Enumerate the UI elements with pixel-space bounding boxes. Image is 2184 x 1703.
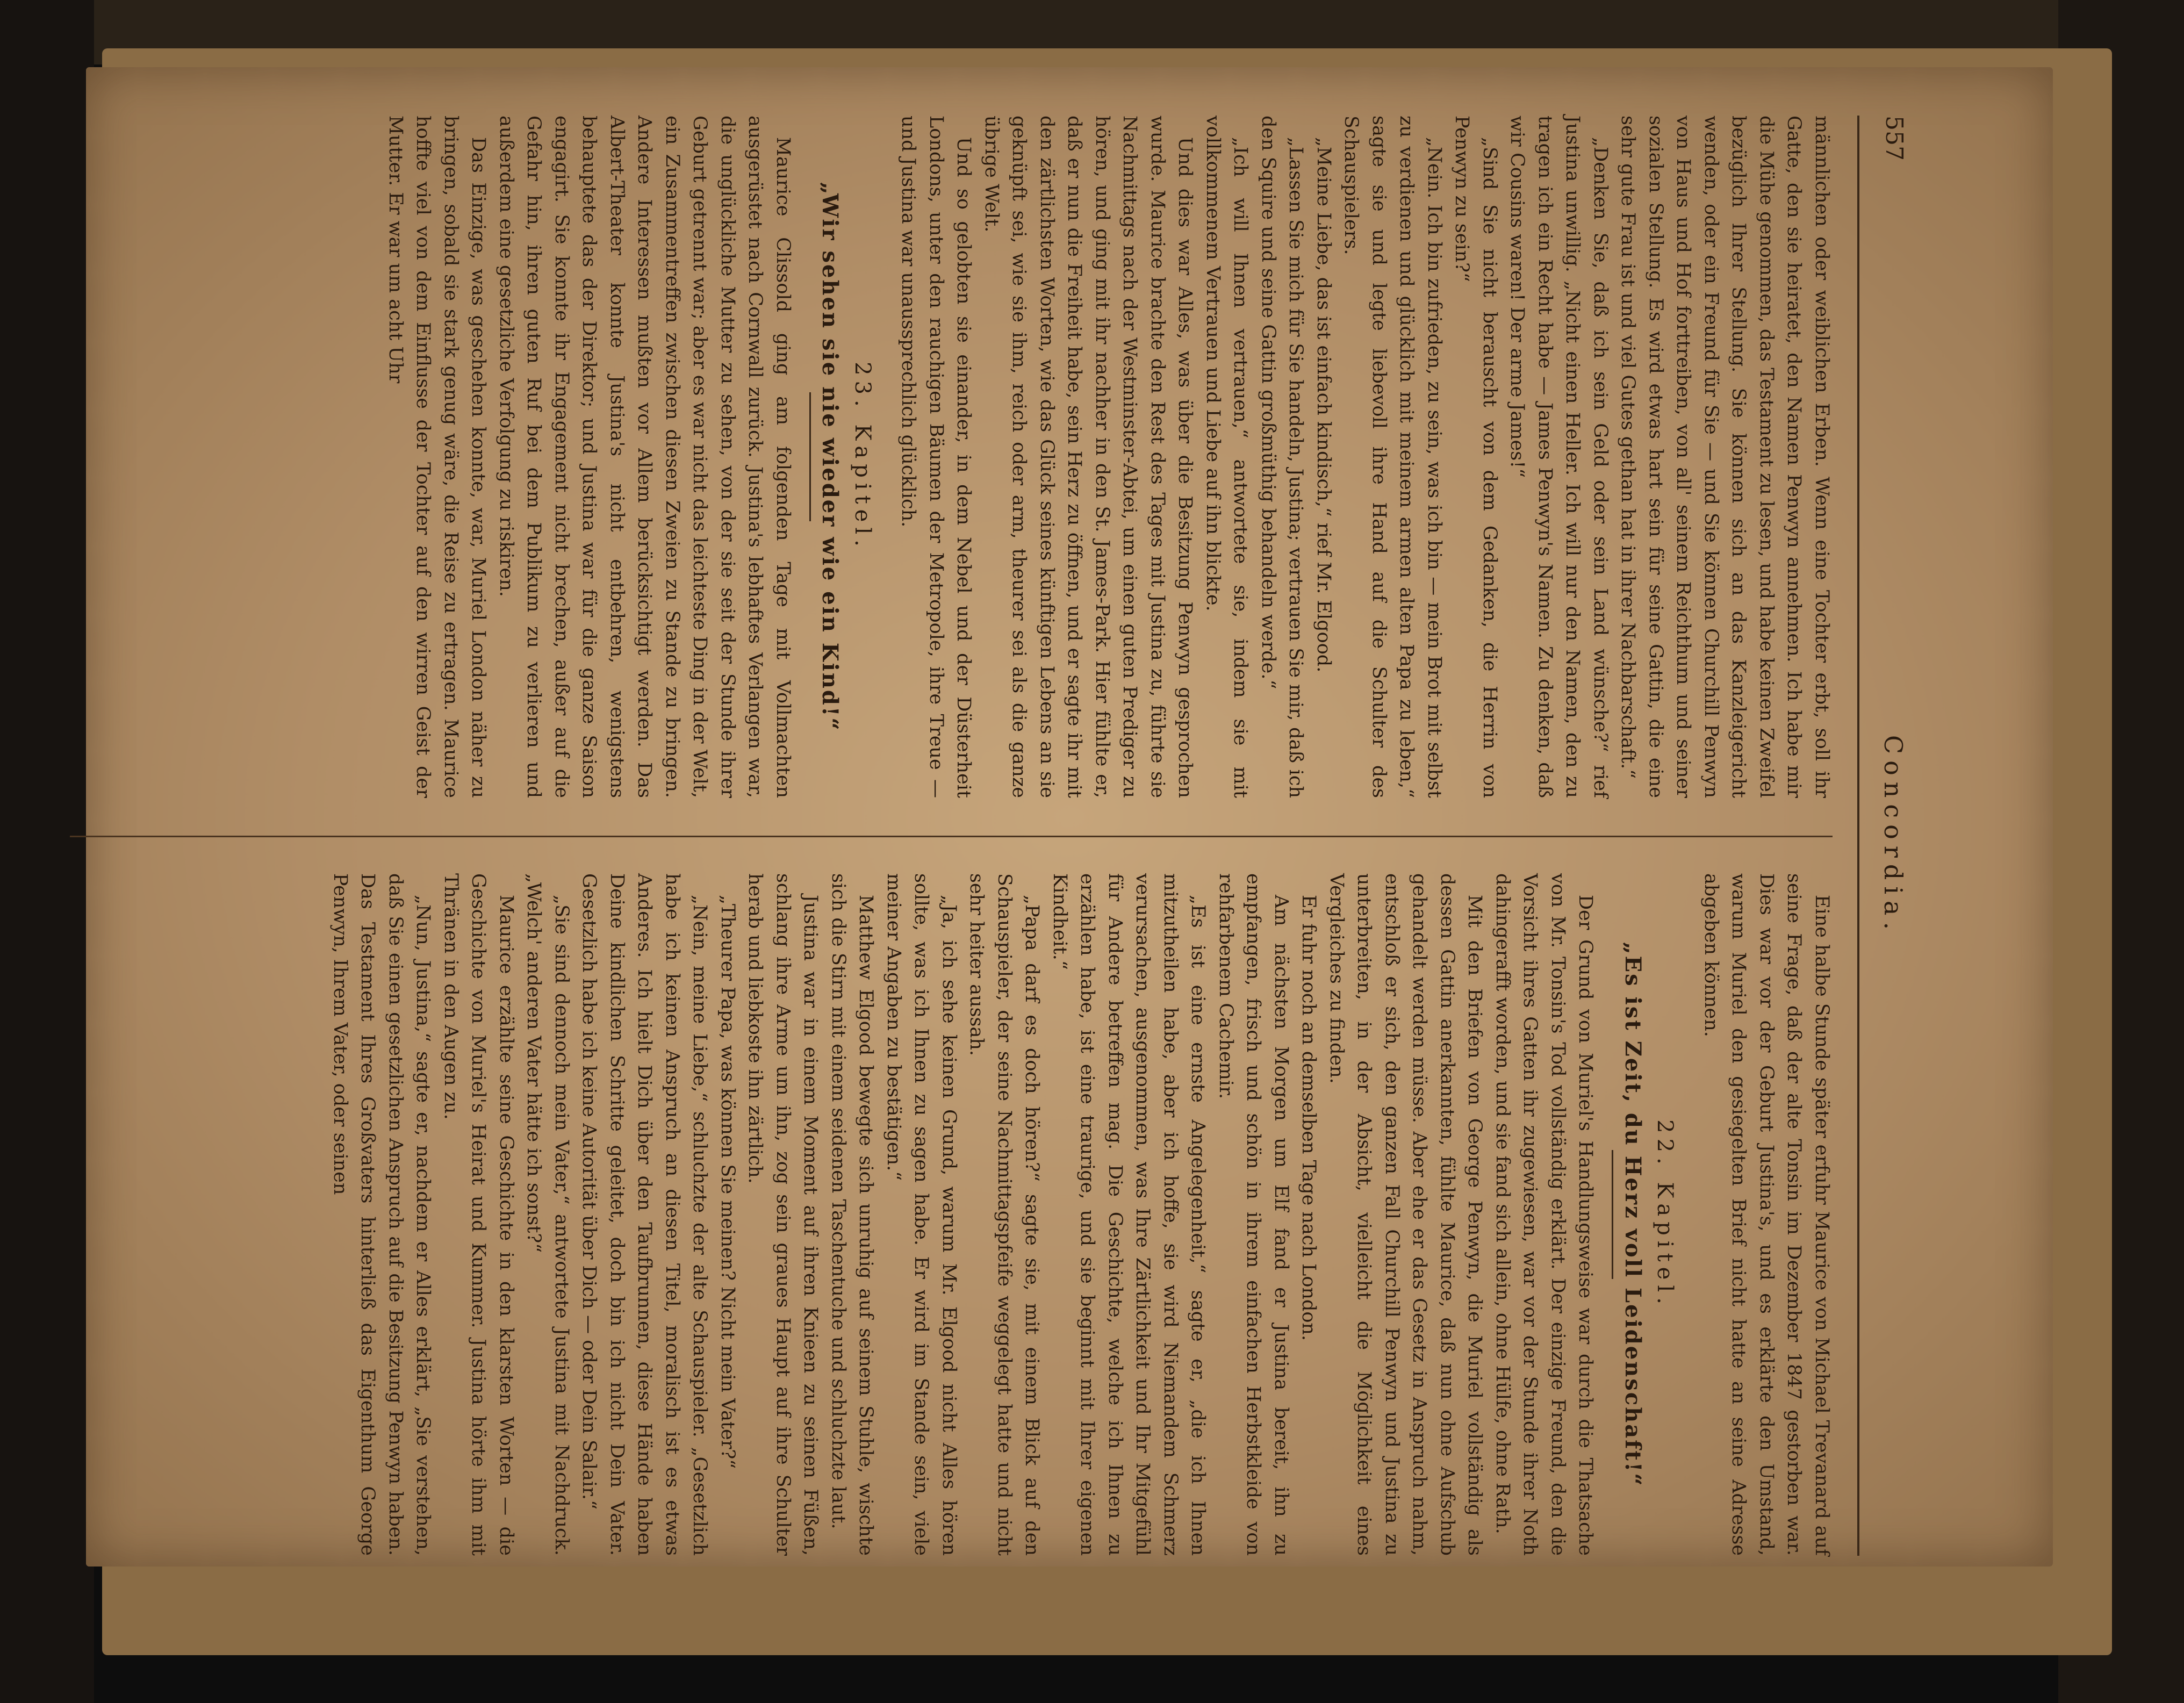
header-rule bbox=[1857, 116, 1859, 1556]
chapter-title: „Wir sehen sie nie wieder wie ein Kind!“ bbox=[817, 182, 843, 732]
paragraph: „Ja, ich sehe keinen Grund, warum Mr. Elgood nicht Alles hören sollte, was ich Ihnen zu sagen habe. Er wird im Stande sein, viele meiner Angaben zu bestätigen.“ bbox=[883, 873, 960, 1556]
paragraph: „Denken Sie, daß ich sein Geld oder sein Land wünsche?“ rief Justina unwillig. „Nicht einen Heller. Ich will nur den Namen, den zu tragen ich ein Recht habe — James Penwyn's Namen. Zu denken, daß wir Cousins waren! Der arme James!“ bbox=[1506, 116, 1611, 798]
column-right bbox=[382, 116, 1836, 798]
paragraph: „Sind Sie nicht berauscht von dem Gedanken, die Herrin von Penwyn zu sein?“ bbox=[1451, 116, 1500, 798]
paragraph: Mit den Briefen von George Penwyn, die Muriel vollständig als dessen Gattin anerkannten, fühlte Maurice, daß nun ohne Aufschub gehandelt werden müsse. Aber ehe er das Gesetz in Anspruch nahm, entschloß er sich, den ganzen Fall Churchill Penwyn und Justina zu unterbreiten, in der Absicht, vielleicht die Möglichkeit eines Vergleiches zu finden. bbox=[1326, 873, 1486, 1556]
paragraph: Und dies war Alles, was über die Besitzung Penwyn gesprochen wurde. Maurice brachte den Rest des Tages mit Justina zu, führte sie Nachmittags nach der Westminster-Abtei, um einen guten Prediger zu hören, und ging mit ihr nachher in den St. James-Park. Hier fühlte er, daß er nun die Freiheit habe, sein Herz zu öffnen, und er sagte ihr mit den zärtlichsten Worten, wie das Glück seines künftigen Lebens an sie geknüpft sei, wie sie ihm, reich oder arm, theurer sei als die ganze übrige Welt. bbox=[981, 116, 1196, 798]
paragraph: „Lassen Sie mich für Sie handeln, Justina; vertrauen Sie mir, daß ich den Squire und seine Gattin großmüthig behandeln werde.“ bbox=[1258, 116, 1307, 798]
paragraph: männlichen oder weiblichen Erben. Wenn eine Tochter erbt, soll ihr Gatte, den sie heiratet, den Namen Penwyn annehmen. Ich habe mir die Mühe genommen, das Testament zu lesen, und habe keinen Zweifel bezüglich Ihrer Stellung. Sie können sich an das Kanzleigericht wenden, oder ein Freund für Sie — und Sie können Churchill Penwyn von Haus und Hof forttreiben, von all' seinem Reichthum und seiner sozialen Stellung. Es wird etwas hart sein für seine Gattin, die eine sehr gute Frau ist und viel Gutes gethan hat in ihrer Nachbarschaft.“ bbox=[1617, 116, 1833, 798]
paragraph: Matthew Elgood bewegte sich unruhig auf seinem Stuhle, wischte sich die Stirn mit einem seidenen Taschentuche und schluchzte laut. bbox=[828, 873, 877, 1556]
paragraph: Der Grund von Muriel's Handlungsweise war durch die Thatsache von Mr. Tonsin's Tod vollständig erklärt. Der einzige Freund, den die Vorsicht ihres Gatten ihr zugewiesen, war vor der Stunde ihrer Noth dahingerafft worden, und sie fand sich allein, ohne Hülfe, ohne Rath. bbox=[1492, 873, 1597, 1556]
chapter-number: 23. Kapitel. bbox=[850, 362, 875, 552]
paragraph: „Nun, Justina,“ sagte er, nachdem er Alles erklärt, „Sie verstehen, daß Sie einen gesetzlichen Anspruch auf die Besitzung Penwyn haben. Das Testament Ihres Großvaters hinterließ das Eigenthum George Penwyn, Ihrem Vater, oder seinen bbox=[329, 873, 434, 1556]
running-head: Concordia. bbox=[1879, 735, 1908, 937]
paragraph: Am nächsten Morgen um Elf fand er Justina bereit, ihn zu empfangen, frisch und schön in ihrem einfachen Herbstkleide von rehfarbenem Cachemir. bbox=[1215, 873, 1292, 1556]
paragraph: „Theurer Papa, was können Sie meinen? Nicht mein Vater?“ bbox=[717, 895, 738, 1469]
paragraph: Und so gelobten sie einander, in dem Nebel und der Düsterheit Londons, unter den rauchigen Bäumen der Metropole, ihre Treue — und Justina war unaussprechlich glücklich. bbox=[897, 116, 975, 798]
chapter-rule bbox=[809, 392, 811, 521]
paragraph: Er fuhr noch an demselben Tage nach London. bbox=[1298, 895, 1320, 1341]
page-number: 557 bbox=[1880, 116, 1908, 161]
paragraph: „Papa darf es doch hören?“ sagte sie, mit einem Blick auf den Schauspieler, der seine Nachmittagspfeife weggelegt hatte und nicht sehr heiter aussah. bbox=[966, 873, 1043, 1556]
paragraph: „Sie sind dennoch mein Vater,“ antwortete Justina mit Nachdruck. „Welch' anderen Vater hätte ich sonst?“ bbox=[523, 873, 572, 1556]
column-divider bbox=[70, 836, 1833, 837]
paragraph: „Ich will Ihnen vertrauen,“ antwortete sie, indem sie mit vollkommenem Vertrauen und Liebe auf ihn blickte. bbox=[1202, 116, 1252, 798]
paragraph: „Nein. Ich bin zufrieden, zu sein, was ich bin — mein Brot mit selbst zu verdienen und glücklich mit meinem armen alten Papa zu leben,“ sagte sie und legte liebevoll ihre Hand auf die Schulter des Schauspielers. bbox=[1340, 116, 1445, 798]
chapter-title: „Es ist Zeit, du Herz voll Leidenschaft!“ bbox=[1620, 942, 1646, 1488]
paragraph: „Nein, meine Liebe,“ schluchzte der alte Schauspieler. „Gesetzlich habe ich keinen Anspruch an diesen Titel, moralisch ist es etwas Anderes. Ich hielt Dich über den Taufbrunnen, diese Hände haben Deine kindlichen Schritte geleitet, doch bin ich nicht Dein Vater. Gesetzlich habe ich keine Autorität über Dich — oder Dein Salair.“ bbox=[578, 873, 711, 1556]
paragraph: Justina war in einem Moment auf ihren Knieen zu seinen Füßen, schlang ihre Arme um ihn, zog sein graues Haupt auf ihre Schulter herab und liebkoste ihn zärtlich. bbox=[744, 873, 822, 1556]
paragraph: Maurice Clissold ging am folgenden Tage mit Vollmachten ausgerüstet nach Cornwall zurück. Justina's lebhaftes Verlangen war, die unglückliche Mutter zu sehen, von der sie seit der Stunde ihrer Geburt getrennt war; aber es war nicht das leichteste Ding in der Welt, ein Zusammentreffen zwischen diesen Zweien zu Stande zu bringen. Andere Interessen mußten vor Allem berücksichtigt werden. Das Albert-Theater konnte Justina's nicht entbehren, wenigstens behauptete das der Direktor; und Justina war für die ganze Saison engagirt. Sie konnte ihr Engagement nicht brechen, außer auf die Gefahr hin, ihren guten Ruf bei dem Publikum zu verlieren und außerdem eine gesetzliche Verfolgung zu riskiren. bbox=[495, 116, 794, 798]
chapter-rule bbox=[1612, 1150, 1614, 1279]
paragraph: Eine halbe Stunde später erfuhr Maurice von Michael Trevanard auf seine Frage, daß der alte Tonsin im Dezember 1847 gestorben war. Dies war vor der Geburt Justina's, und es erklärte den Umstand, warum Muriel den gesiegelten Brief nicht hatte an seine Adresse abgeben können. bbox=[1700, 873, 1833, 1556]
paragraph: „Meine Liebe, das ist einfach kindisch,“ rief Mr. Elgood. bbox=[1313, 137, 1334, 673]
paragraph: „Es ist eine ernste Angelegenheit,“ sagte er, „die ich Ihnen mitzutheilen habe, aber ich hoffe, sie wird Niemandem Schmerz verursachen, ausgenommen, was Ihre Zärtlichkeit und Ihr Mitgefühl für Andere betreffen mag. Die Geschichte, welche ich Ihnen zu erzählen habe, ist eine traurige, und sie beginnt mit Ihrer eigenen Kindheit.“ bbox=[1049, 873, 1209, 1556]
rotated-page-content bbox=[59, 116, 1919, 1556]
paragraph: Das Einzige, was geschehen konnte, war, Muriel London näher zu bringen, sobald sie stark genug wäre, die Reise zu ertragen. Maurice hoffte viel von dem Einflusse der Tochter auf den wirren Geist der Mutter. Er war um acht Uhr bbox=[385, 116, 490, 798]
chapter-number: 22. Kapitel. bbox=[1653, 1119, 1678, 1310]
column-left bbox=[326, 873, 1836, 1556]
paragraph: Maurice erzählte seine Geschichte in den klarsten Worten — die Geschichte von Muriel's Heirat und Kummer. Justina hörte ihm mit Thränen in den Augen zu. bbox=[440, 873, 517, 1556]
